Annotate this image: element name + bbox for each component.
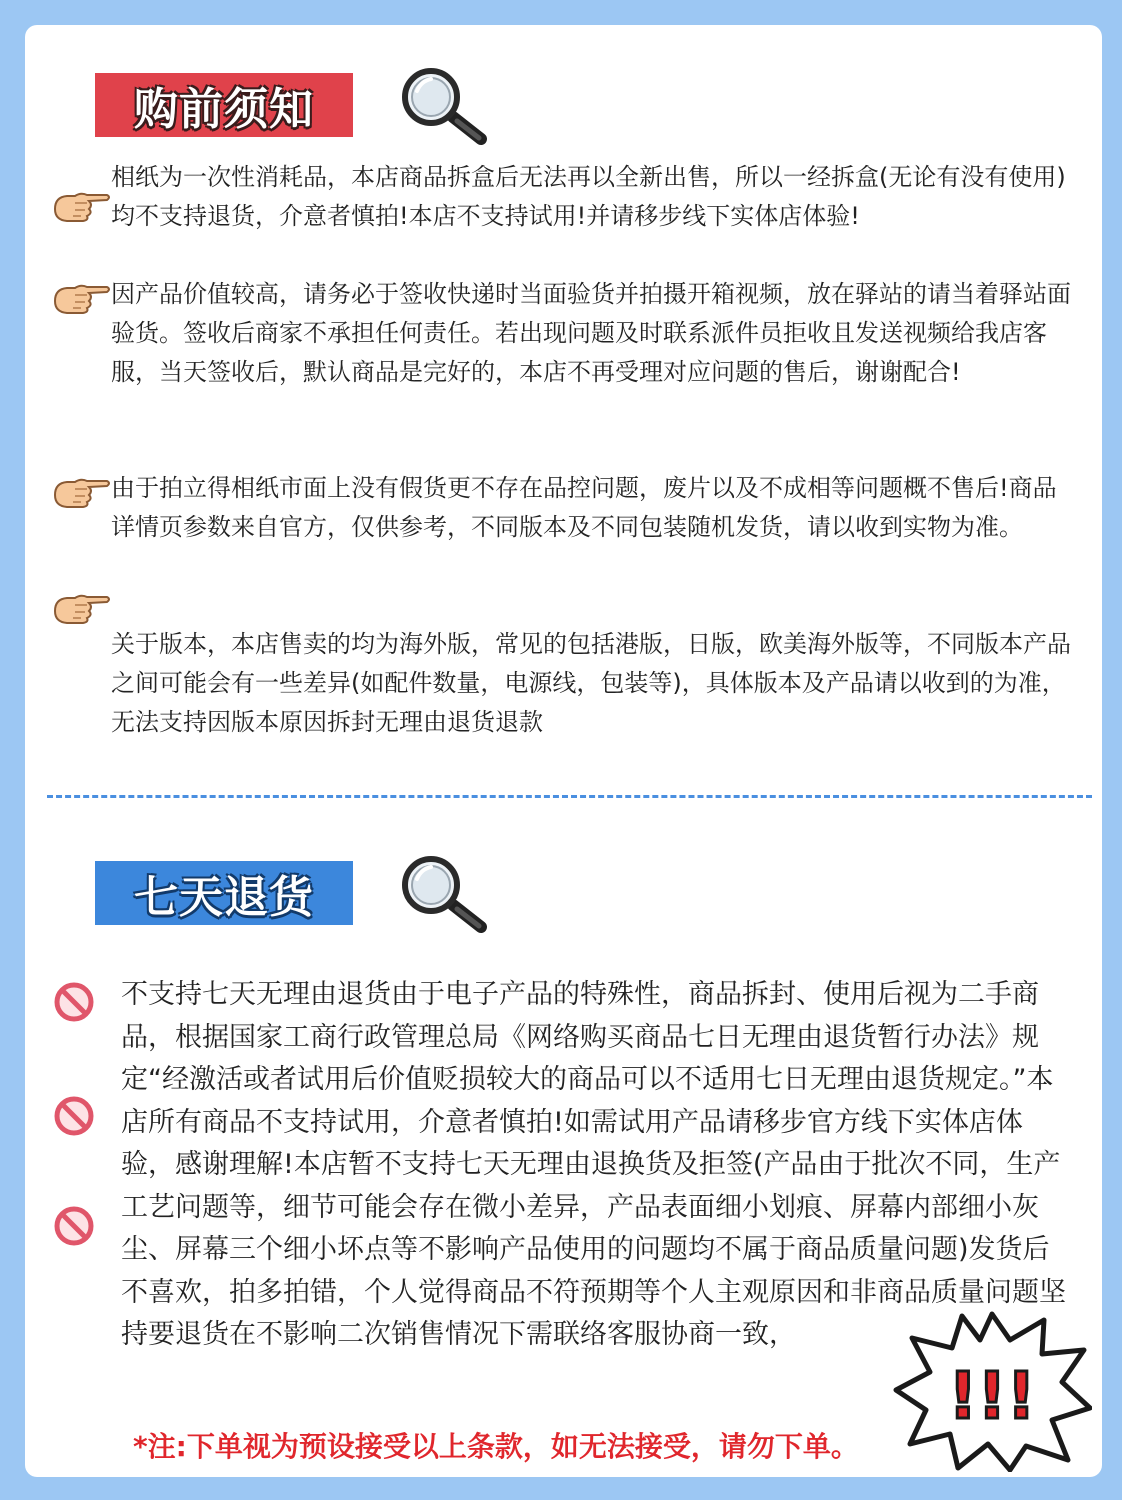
section2-paragraph: 不支持七天无理由退货由于电子产品的特殊性，商品拆封、使用后视为二手商品，根据国家工商行政管理总局《网络购买商品七日无理由退货暂行办法》规定“经激活或者试用后价值贬损较大的商品可以不适用七日无理由退货规定。”本店所有商品不支持试用，介意者慎拍!如需试用产品请移步官方线下实体店体验，感谢理解!本店暂不支持七天无理由退换货及拒签(产品由于批次不同，生产工艺问题等，细节可能会存在微小差异，产品表面细小划痕、屏幕内部细小灰尘、屏幕三个细小坏点等不影响产品使用的问题均不属于商品质量问题)发货后不喜欢，拍多拍错，个人觉得商品不符预期等个人主观原因和非商品质量问题坚持要退货在不影响二次销售情况下需联络客服协商一致，	[121, 979, 1066, 1350]
prohibited-icon	[53, 981, 95, 1023]
section1-paragraph-1: 相纸为一次性消耗品，本店商品拆盒后无法再以全新出售，所以一经拆盒(无论有没有使用)均不支持退货，介意者慎拍!本店不支持试用!并请移步线下实体店体验!	[111, 163, 1066, 230]
pointing-hand-icon	[53, 281, 111, 317]
section1-title: 购前须知	[95, 73, 353, 137]
section1-paragraph-3: 由于拍立得相纸市面上没有假货更不存在品控问题，废片以及不成相等问题概不售后!商品详情页参数来自官方，仅供参考，不同版本及不同包装随机发货，请以收到实物为准。	[111, 474, 1057, 541]
section1-paragraph-2: 因产品价值较高，请务必于签收快递时当面验货并拍摄开箱视频，放在驿站的请当着驿站面验货。签收后商家不承担任何责任。若出现问题及时联系派件员拒收且发送视频给我店客服，当天签收后，默认商品是完好的，本店不再受理对应问题的售后，谢谢配合!	[111, 280, 1071, 386]
pointing-hand-icon	[53, 475, 111, 511]
section-divider	[47, 795, 1092, 798]
prohibited-icon	[53, 1205, 95, 1247]
footer-note: *注:下单视为预设接受以上条款，如无法接受，请勿下单。	[133, 1430, 859, 1463]
prohibited-icon	[53, 1095, 95, 1137]
pointing-hand-icon	[53, 189, 111, 225]
notice-card	[25, 25, 1102, 1477]
magnifier-icon	[395, 67, 491, 147]
exclamation-burst-icon	[892, 1310, 1092, 1472]
burst-text: !!!	[948, 1360, 1036, 1434]
magnifier-icon	[395, 855, 491, 935]
section1-paragraph-4: 关于版本，本店售卖的均为海外版，常见的包括港版，日版，欧美海外版等，不同版本产品之间可能会有一些差异(如配件数量，电源线，包装等)，具体版本及产品请以收到的为准，无法支持因版本原因拆封无理由退货退款	[111, 630, 1071, 736]
section2-title: 七天退货	[95, 861, 353, 925]
pointing-hand-icon	[53, 591, 111, 627]
